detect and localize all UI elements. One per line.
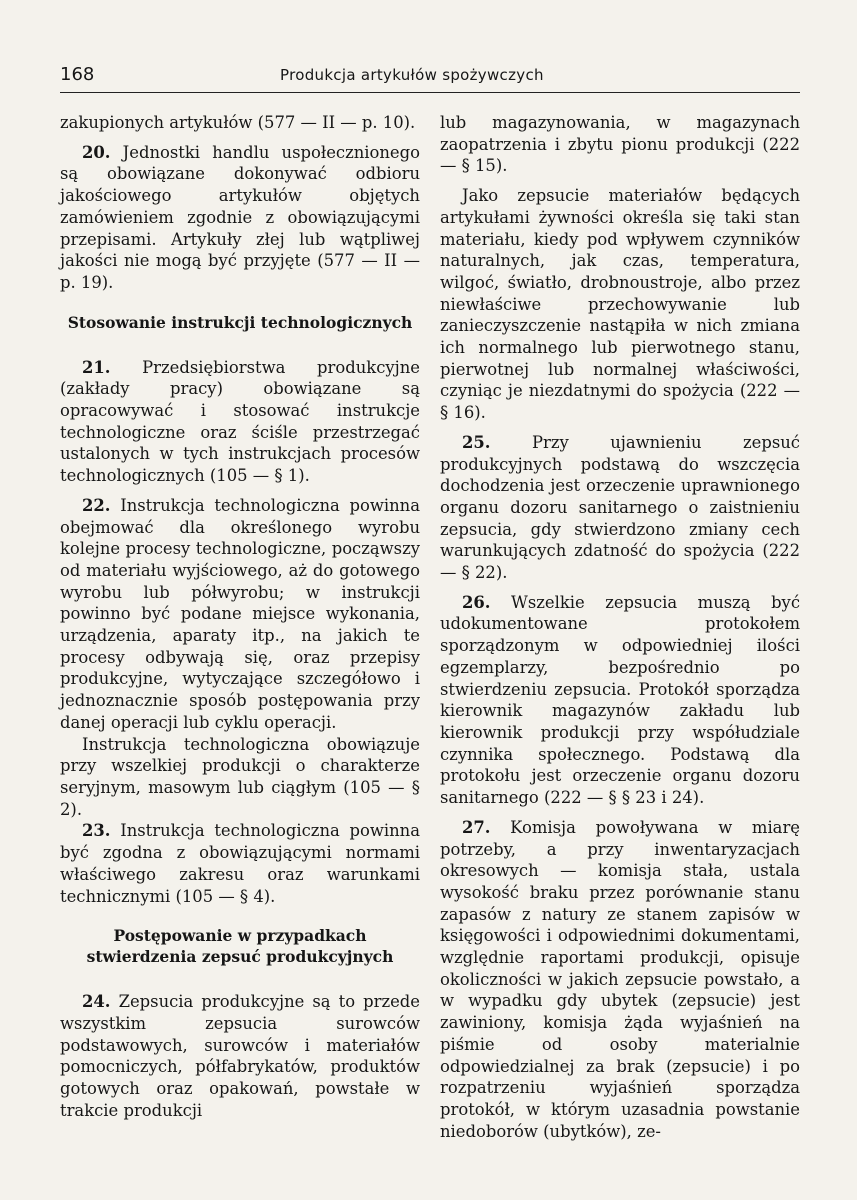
paragraph-text: Jednostki handlu uspołecznionego są obowiązane dokonywać odbioru jakościowego artykułów objętych zamówieniem zgodnie z obowiązującymi przepisami. Artykuły złej lub wątpliwej jakości nie mogą być przyjęte (577 — II — p. 19). (60, 142, 420, 292)
paragraph-text: Instrukcja technologiczna powinna być zgodna z obowiązującymi normami właściwego zakresu oraz warunkami technicznymi (105 — § 4). (60, 821, 420, 906)
paragraph-text: Komisja powoływana w miarę potrzeby, a przy inwentaryzacjach okresowych — komisja stała, ustala wysokość braku przez porównanie stanu zapasów z natury ze stanem zapisów w księgowości i odpowiednimi dokumentami, względnie raportami produkcji, opisuje okoliczności w jakich zepsucie powstało, a w wypadku gdy ubytek (zepsucie) jest zawiniony, komisja żąda wyjaśnień na piśmie od osoby materialnie odpowiedzialnej za brak (zepsucie) i po rozpatrzeniu wyjaśnień sporządza protokół, w którym uzasadnia powstanie niedoborów (ubytków), ze- (440, 817, 800, 1141)
paragraph-25 (440, 432, 800, 584)
paragraph-text: Wszelkie zepsucia muszą być udokumentowane protokołem sporządzonym w odpowiedniej ilości egzemplarzy, bezpośrednio po stwierdzeniu zepsucia. Protokół sporządza kierownik magazynów zakładu lub kierownik produkcji przy współudziale czynnika społecznego. Podstawą dla protokołu jest orzeczenie organu dozoru sanitarnego (222 — § § 23 i 24). (440, 592, 800, 808)
right-column (440, 112, 800, 1150)
running-head: Produkcja artykułów spożywczych (280, 66, 544, 84)
paragraph-26 (440, 592, 800, 809)
paragraph-22 (60, 495, 420, 734)
paragraph-number: 27. (462, 817, 491, 837)
paragraph-text: Instrukcja technologiczna powinna obejmować dla określonego wyrobu kolejne procesy technologiczne, począwszy od materiału wyjściowego, aż do gotowego wyrobu lub półwyrobu; w instrukcji powinno być podane miejsce wykonania, urządzenia, aparaty itp., na jakich te procesy odbywają się, oraz przepisy produkcyjne, wytyczające szczegółowo i jednoznacznie sposób postępowania przy danej operacji lub cyklu operacji. (60, 495, 420, 732)
paragraph-number: 25. (462, 432, 491, 452)
paragraph-20 (60, 142, 420, 294)
paragraph-21 (60, 357, 420, 487)
paragraph-number: 20. (82, 142, 111, 162)
paragraph-number: 23. (82, 821, 111, 841)
page-number: 168 (60, 64, 95, 85)
paragraph-continuation: lub magazynowania, w magazynach zaopatrzenia i zbytu pionu produkcji (222 — § 15). (440, 113, 800, 176)
paragraph-number: 21. (82, 357, 111, 377)
paragraph-22-continued: Instrukcja technologiczna obowiązuje przy wszelkiej produkcji o charakterze seryjnym, masowym lub ciągłym (105 — § 2). (60, 734, 420, 819)
page-header (60, 62, 800, 93)
left-column (60, 112, 420, 1129)
paragraph-continuation: zakupionych artykułów (577 — II — p. 10). (60, 113, 416, 132)
paragraph-text: Przedsiębiorstwa produkcyjne (zakłady pracy) obowiązane są opracowywać i stosować instrukcje technologiczne oraz ściśle przestrzegać ustalonych w tych instrukcjach procesów technologicznych (105 — § 1). (60, 357, 420, 486)
paragraph-number: 24. (82, 992, 111, 1012)
paragraph-text: Zepsucia produkcyjne są to przede wszystkim zepsucia surowców podstawowych, surowców i materiałów pomocniczych, półfabrykatów, produktów gotowych oraz opakowań, powstałe w trakcie produkcji (60, 992, 420, 1120)
section-heading-defects: Postępowanie w przypadkach stwierdzenia zepsuć produkcyjnych (86, 926, 394, 967)
paragraph-spoilage-definition: Jako zepsucie materiałów będących artykułami żywności określa się taki stan materiału, kiedy pod wpływem czynników naturalnych, jak czas, temperatura, wilgoć, światło, drobnoustroje, albo przez niewłaściwe przechowywanie lub zanieczyszczenie nastąpiła w nich zmiana ich normalnego lub pierwotnego stanu, pierwotnej lub normalnej właściwości, czyniąc je niezdatnymi do spożycia (222 — § 16). (440, 186, 800, 423)
paragraph-number: 22. (82, 495, 111, 515)
paragraph-text: Przy ujawnieniu zepsuć produkcyjnych podstawą do wszczęcia dochodzenia jest orzeczenie uprawnionego organu dozoru sanitarnego o zaistnieniu zepsucia, gdy stwierdzono zmiany cech warunkujących zdatność do spożycia (222 — § 22). (440, 432, 800, 583)
paragraph-23 (60, 820, 420, 907)
paragraph-number: 26. (462, 592, 491, 612)
paragraph-24 (60, 991, 420, 1121)
section-heading-instructions: Stosowanie instrukcji technologicznych (67, 312, 413, 332)
paragraph-27 (440, 817, 800, 1143)
